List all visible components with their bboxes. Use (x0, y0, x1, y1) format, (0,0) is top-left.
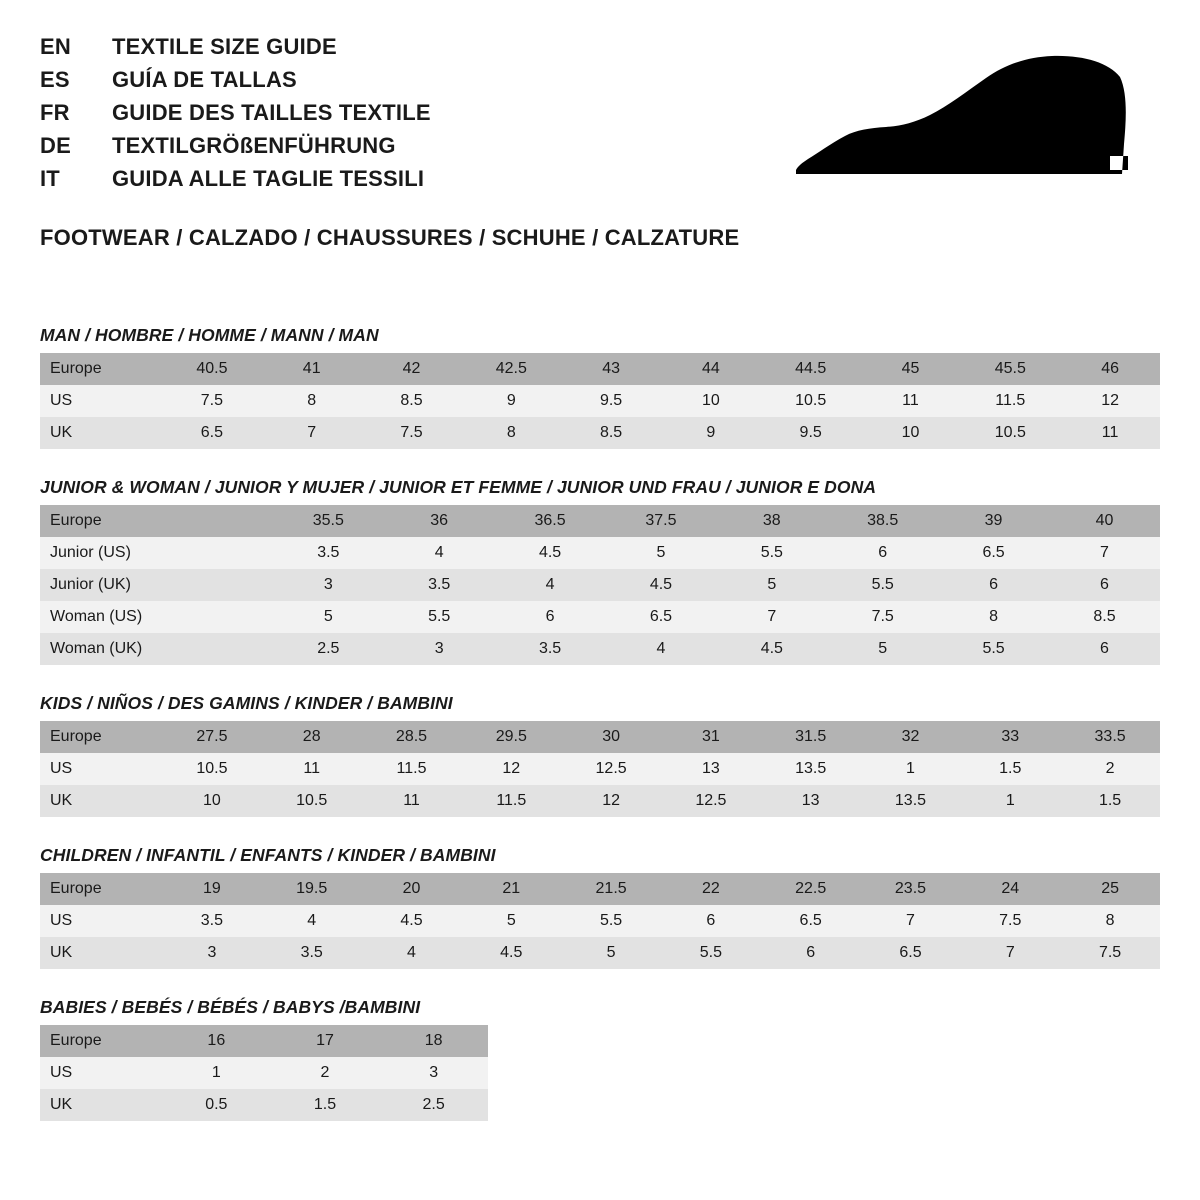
cell (162, 601, 273, 633)
cell: 33 (960, 721, 1060, 753)
cell: 6.5 (761, 905, 861, 937)
cell: 43 (561, 353, 661, 385)
table-row (40, 601, 1160, 633)
cell: 19 (162, 873, 262, 905)
language-title: GUÍA DE TALLAS (112, 67, 297, 92)
cell: 12.5 (561, 753, 661, 785)
language-title: GUIDA ALLE TAGLIE TESSILI (112, 166, 425, 191)
cell: 8 (1060, 905, 1160, 937)
cell: 11 (262, 753, 362, 785)
section-title: JUNIOR & WOMAN / JUNIOR Y MUJER / JUNIOR ET FEMME / JUNIOR UND FRAU / JUNIOR E DONA (40, 477, 877, 497)
cell: 7.5 (162, 385, 262, 417)
cell: 44 (661, 353, 761, 385)
cell: 12.5 (661, 785, 761, 817)
cell: 13.5 (861, 785, 961, 817)
cell: 21 (461, 873, 561, 905)
section-man (40, 325, 1160, 449)
cell: 44.5 (761, 353, 861, 385)
language-code: EN (40, 34, 71, 59)
row-label: US (40, 905, 162, 937)
cell: 38.5 (827, 505, 938, 537)
row-label: US (40, 753, 162, 785)
cell: 24 (960, 873, 1060, 905)
cell: 4.5 (362, 905, 462, 937)
row-label: Junior (UK) (40, 569, 162, 601)
cell: 20 (362, 873, 462, 905)
row-label: Junior (US) (40, 537, 162, 569)
cell: 6 (938, 569, 1049, 601)
cell: 7 (960, 937, 1060, 969)
cell: 13 (761, 785, 861, 817)
cell: 3.5 (262, 937, 362, 969)
cell: 40.5 (162, 353, 262, 385)
cell: 11.5 (362, 753, 462, 785)
cell: 25 (1060, 873, 1160, 905)
cell: 8 (262, 385, 362, 417)
cell: 10.5 (162, 753, 262, 785)
cell: 1.5 (960, 753, 1060, 785)
language-row (40, 166, 431, 199)
section-children (40, 845, 1160, 969)
cell: 32 (861, 721, 961, 753)
cell: 4.5 (606, 569, 717, 601)
cell: 10 (162, 785, 262, 817)
cell: 1 (861, 753, 961, 785)
cell: 5 (461, 905, 561, 937)
cell: 3.5 (384, 569, 495, 601)
cell: 5.5 (938, 633, 1049, 665)
cell: 33.5 (1060, 721, 1160, 753)
cell: 6 (827, 537, 938, 569)
cell: 6 (761, 937, 861, 969)
cell: 36.5 (495, 505, 606, 537)
section-kids (40, 693, 1160, 817)
table-row (40, 385, 1160, 417)
cell: 9.5 (761, 417, 861, 449)
row-label: Woman (US) (40, 601, 162, 633)
language-code: FR (40, 100, 70, 125)
cell: 6 (661, 905, 761, 937)
cell: 29.5 (461, 721, 561, 753)
cell: 0.5 (162, 1089, 271, 1121)
cell: 28.5 (362, 721, 462, 753)
cell: 3.5 (162, 905, 262, 937)
cell: 4 (262, 905, 362, 937)
cell: 3 (273, 569, 384, 601)
section-title: KIDS / NIÑOS / DES GAMINS / KINDER / BAMBINI (40, 693, 453, 713)
cell: 11.5 (960, 385, 1060, 417)
cell: 11.5 (461, 785, 561, 817)
cell: 7.5 (960, 905, 1060, 937)
cell: 22.5 (761, 873, 861, 905)
table-row (40, 1057, 488, 1089)
cell: 41 (262, 353, 362, 385)
cell: 23.5 (861, 873, 961, 905)
cell: 10.5 (761, 385, 861, 417)
cell: 37.5 (606, 505, 717, 537)
section-junior-woman (40, 477, 1160, 665)
cell: 2 (1060, 753, 1160, 785)
cell: 40 (1049, 505, 1160, 537)
language-row (40, 34, 431, 67)
row-label: Europe (40, 721, 162, 753)
language-code: IT (40, 166, 60, 191)
cell: 6.5 (606, 601, 717, 633)
cell: 1.5 (271, 1089, 380, 1121)
size-sections (40, 325, 1160, 1121)
cell: 5.5 (661, 937, 761, 969)
language-code: ES (40, 67, 70, 92)
size-table-kids (40, 721, 1160, 817)
cell: 28 (262, 721, 362, 753)
row-label: Woman (UK) (40, 633, 162, 665)
language-title: GUIDE DES TAILLES TEXTILE (112, 100, 431, 125)
cell: 5 (273, 601, 384, 633)
size-table-junior-woman (40, 505, 1160, 665)
cell: 8.5 (561, 417, 661, 449)
cell (162, 633, 273, 665)
cell: 4 (384, 537, 495, 569)
cell: 12 (461, 753, 561, 785)
cell: 27.5 (162, 721, 262, 753)
table-row (40, 353, 1160, 385)
cell: 6 (495, 601, 606, 633)
cell: 13 (661, 753, 761, 785)
cell: 19.5 (262, 873, 362, 905)
cell: 6.5 (861, 937, 961, 969)
cell: 10 (861, 417, 961, 449)
table-row (40, 785, 1160, 817)
cell: 10 (661, 385, 761, 417)
table-row (40, 873, 1160, 905)
cell: 8 (461, 417, 561, 449)
cell: 36 (384, 505, 495, 537)
row-label: US (40, 385, 162, 417)
section-title: BABIES / BEBÉS / BÉBÉS / BABYS /BAMBINI (40, 997, 421, 1017)
cell: 7.5 (827, 601, 938, 633)
cell: 3.5 (273, 537, 384, 569)
cell: 3.5 (495, 633, 606, 665)
table-row (40, 505, 1160, 537)
cell: 5.5 (561, 905, 661, 937)
cell: 39 (938, 505, 1049, 537)
table-row (40, 721, 1160, 753)
cell: 42 (362, 353, 462, 385)
cell: 45 (861, 353, 961, 385)
cell: 5.5 (827, 569, 938, 601)
cell: 9 (461, 385, 561, 417)
page-header (40, 34, 1160, 199)
size-table-children (40, 873, 1160, 969)
cell: 10.5 (262, 785, 362, 817)
footwear-category-title: FOOTWEAR / CALZADO / CHAUSSURES / SCHUHE / CALZATURE (40, 225, 740, 250)
language-title: TEXTILGRÖßENFÜHRUNG (112, 133, 396, 158)
cell: 2.5 (273, 633, 384, 665)
cell: 35.5 (273, 505, 384, 537)
cell: 3 (162, 937, 262, 969)
language-row (40, 67, 431, 100)
language-row (40, 133, 431, 166)
section-babies (40, 997, 1160, 1121)
table-row (40, 1025, 488, 1057)
cell: 11 (362, 785, 462, 817)
cell: 5.5 (384, 601, 495, 633)
cell: 1 (960, 785, 1060, 817)
cell: 12 (561, 785, 661, 817)
cell: 13.5 (761, 753, 861, 785)
cell: 45.5 (960, 353, 1060, 385)
cell: 9.5 (561, 385, 661, 417)
row-label: US (40, 1057, 162, 1089)
cell: 18 (379, 1025, 488, 1057)
section-title: CHILDREN / INFANTIL / ENFANTS / KINDER / BAMBINI (40, 845, 496, 865)
cell: 3 (379, 1057, 488, 1089)
cell: 7.5 (362, 417, 462, 449)
cell: 21.5 (561, 873, 661, 905)
table-row (40, 537, 1160, 569)
cell: 8.5 (362, 385, 462, 417)
cell: 42.5 (461, 353, 561, 385)
cell: 31 (661, 721, 761, 753)
cell: 4.5 (495, 537, 606, 569)
table-row (40, 633, 1160, 665)
cell: 4.5 (461, 937, 561, 969)
cell: 10.5 (960, 417, 1060, 449)
size-table-man (40, 353, 1160, 449)
cell: 11 (1060, 417, 1160, 449)
cell: 6.5 (162, 417, 262, 449)
cell: 7 (1049, 537, 1160, 569)
cell: 5.5 (716, 537, 827, 569)
cell: 22 (661, 873, 761, 905)
section-title: MAN / HOMBRE / HOMME / MANN / MAN (40, 325, 379, 345)
cell: 2.5 (379, 1089, 488, 1121)
cell: 6 (1049, 633, 1160, 665)
table-row (40, 1089, 488, 1121)
table-row (40, 417, 1160, 449)
cell: 8 (938, 601, 1049, 633)
row-label: Europe (40, 873, 162, 905)
cell (162, 537, 273, 569)
size-table-babies (40, 1025, 488, 1121)
cell: 11 (861, 385, 961, 417)
cell (162, 569, 273, 601)
cell: 8.5 (1049, 601, 1160, 633)
cell: 1.5 (1060, 785, 1160, 817)
row-label: UK (40, 937, 162, 969)
cell: 7 (262, 417, 362, 449)
cell: 7 (861, 905, 961, 937)
language-title-list (40, 34, 431, 199)
row-label: Europe (40, 505, 162, 537)
cell: 4 (606, 633, 717, 665)
cell: 46 (1060, 353, 1160, 385)
cell: 3 (384, 633, 495, 665)
table-row (40, 937, 1160, 969)
row-label: UK (40, 417, 162, 449)
cell: 5 (716, 569, 827, 601)
cell: 5 (606, 537, 717, 569)
dress-shoe-icon (790, 52, 1130, 182)
language-row (40, 100, 431, 133)
language-code: DE (40, 133, 71, 158)
shoe-illustration-wrap (780, 34, 1160, 182)
cell: 4.5 (716, 633, 827, 665)
table-row (40, 569, 1160, 601)
row-label: UK (40, 1089, 162, 1121)
cell: 12 (1060, 385, 1160, 417)
cell: 31.5 (761, 721, 861, 753)
row-label: Europe (40, 353, 162, 385)
cell: 4 (495, 569, 606, 601)
cell: 5 (827, 633, 938, 665)
cell: 4 (362, 937, 462, 969)
row-label: UK (40, 785, 162, 817)
language-title: TEXTILE SIZE GUIDE (112, 34, 337, 59)
cell: 2 (271, 1057, 380, 1089)
cell: 6.5 (938, 537, 1049, 569)
table-row (40, 753, 1160, 785)
cell: 16 (162, 1025, 271, 1057)
cell: 7 (716, 601, 827, 633)
cell: 7.5 (1060, 937, 1160, 969)
cell: 30 (561, 721, 661, 753)
cell: 5 (561, 937, 661, 969)
row-label: Europe (40, 1025, 162, 1057)
table-row (40, 905, 1160, 937)
cell: 1 (162, 1057, 271, 1089)
cell: 38 (716, 505, 827, 537)
cell: 9 (661, 417, 761, 449)
cell (162, 505, 273, 537)
cell: 6 (1049, 569, 1160, 601)
cell: 17 (271, 1025, 380, 1057)
